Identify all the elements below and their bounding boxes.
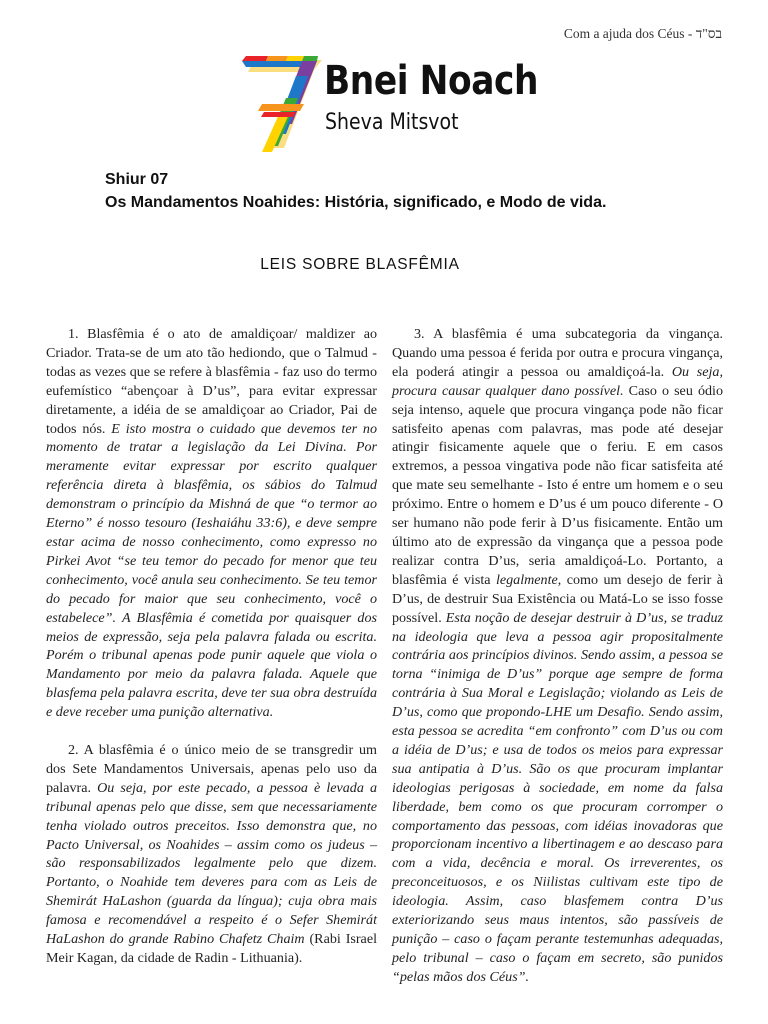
paragraph-1-lead: 1. Blasfêmia é o ato de amaldiçoar/ maldizer ao Criador. Trata-se de um ato tão hediondo, que o Talmud - todas as vezes que se refere à blasfêmia - faz uso do termo eufemístico “abençoar à D’us”, para evitar expressar diretamente, a idéia de se amaldiçoar ao Criador, Pai de todos nós.	[46, 326, 377, 437]
paragraph-3-italic: Ou seja, procura causar qualquer dano possível.	[392, 363, 723, 399]
paragraph-1-italic: E isto mostra o cuidado que devemos ter no momento de tratar a legislação da Lei Divina. Por meramente evitar expressar por escrito qualquer referência direta à blasfêmia, os sábios do Talmud demonstram o princípio da Mishná de que “o termor ao Eterno” é nosso tesouro (Ieshaiáhu 33:6), e deve sempre estar acima de nosso conhecimento, como expresso no Pirkei Avot “se teu temor do pecado for menor que teu conhecimento, você anula seu conhecimento. Se teu temor do pecado for maior que seu conhecimento, você o estabelece”. A Blasfêmia é cometida por quaisquer dos meios de expressão, seja pela palavra falada ou escrita. Porém o tribunal apenas pode punir aquele que viola o Mandamento por meio da palavra falada. Aquele que blasfema pela palavra escrita, deve ter sua obra destruída e deve receber uma punição alternativa.	[46, 420, 377, 721]
seven-band-orange	[266, 56, 288, 61]
paragraph-3-italic-legalmente: legalmente	[495, 571, 558, 588]
logo-brand-name: Bnei Noach	[324, 58, 539, 104]
paragraph-2-italic: Ou seja, por este pecado, a pessoa è levada a tribunal apenas pelo que disse, sem que necessariamente tenha violado outros preceitos. Isso demonstra que, no Pacto Universal, os Noahides – assim como os judeus – são responsabilizados legalmente pelo que dizem. Portanto, o Noahide tem deveres para com as Leis de Shemirát HaLashon (guarda da língua); cuja obra mais famosa e recomendável a respeito é o Sefer Shemirát HaLashon do grande Rabino Chafetz Chaim	[46, 779, 377, 948]
seven-band-yellow	[286, 56, 304, 61]
paragraph-3-mid: Caso o seu ódio seja intenso, aquele que procura vingança pode não ficar satisfeito apenas com palavras, mas pode até desejar atingir fisicamente aquele que o feriu. E em casos extremos, a pessoa vingativa pode não ficar satisfeita até que mate seu semelhante - Isto é entre um homem e o seu próximo. Entre o homem e D’us é um pouco diferente - O ser humano não pode ferir à D’us fisicamente. Então um último ato de expressão da vingança que a pessoa pode realizar contra D’us, seria amaldiçoá-Lo. Portanto, a blasfêmia é vista	[392, 382, 723, 588]
logo-tagline: Sheva Mitsvot	[325, 110, 459, 135]
seven-band-green	[302, 56, 318, 61]
paragraph-3	[392, 325, 723, 987]
seven-crossbar-red	[261, 112, 296, 117]
left-column	[46, 325, 377, 987]
paragraph-2-lead: 2. A blasfêmia é o único meio de se transgredir um dos Sete Mandamentos Universais, apenas pelo uso da palavra.	[46, 742, 377, 796]
paragraph-2	[46, 741, 377, 968]
seven-band-red	[242, 56, 268, 61]
paragraph-3-italic-closing: Esta noção de desejar destruir à D’us, se traduz na ideologia que leva a pessoa agir propositalmente contrária aos princípios divinos. Sendo assim, a pessoa se torna “inimiga de D’us” porque age sempre de forma contrária à Sua Moral e Legislação; violando as Leis de D’us, como que propondo-LHE um Desafio. Sendo assim, esta pessoa se acredita “em confronto” com D’us ou com a idéia de D’us; e usa de todos os meios para expressar sua antipatia à D’us. São os que procuram implantar ideologias perigosas à sociedade, em nome da falsa liberdade, bem como os que procuram corromper o comportamento das pessoas, com idéias inovadoras que proporcionam incentivo a libertinagem e ao descaso para com a vida, decência e moral. Os irreverentes, os preconceituosos, e os Niilistas cultivam este tipo de ideologia. Assim, caso blasfemem contra D’us exteriorizando seus maus intentos, são passíveis de punição – caso o façam perante testemunhas adequadas, pelo tribunal – caso o façam em secreto, são punidos “pelas mãos dos Céus”.	[392, 609, 723, 985]
section-title: LEIS SOBRE BLASFÊMIA	[260, 256, 460, 273]
lesson-heading	[105, 168, 606, 214]
lesson-title: Os Mandamentos Noahides: História, significado, e Modo de vida.	[105, 194, 607, 211]
bnei-noach-logo	[240, 54, 540, 154]
paragraph-3-mid2: , como um desejo de ferir à D’us, de destruir Sua Existência ou Matá-Lo se isso fosse possível.	[392, 571, 723, 626]
seven-crossbar-orange	[258, 104, 304, 111]
paragraph-3-lead: 3. A blasfêmia é uma subcategoria da vingança. Quando uma pessoa é ferida por outra e procura vingança, ela poderá atingir a pessoa ou amaldiçoá-la.	[392, 326, 723, 380]
rainbow-seven-icon	[240, 54, 324, 154]
paragraph-1	[46, 325, 377, 722]
top-note: Com a ajuda dos Céus - בס"ד	[563, 26, 722, 41]
paragraph-2-tail: (Rabi Israel Meir Kagan, da cidade de Radin - Lithuania).	[46, 931, 377, 966]
right-column	[392, 325, 723, 1006]
lesson-number: Shiur 07	[105, 171, 169, 188]
